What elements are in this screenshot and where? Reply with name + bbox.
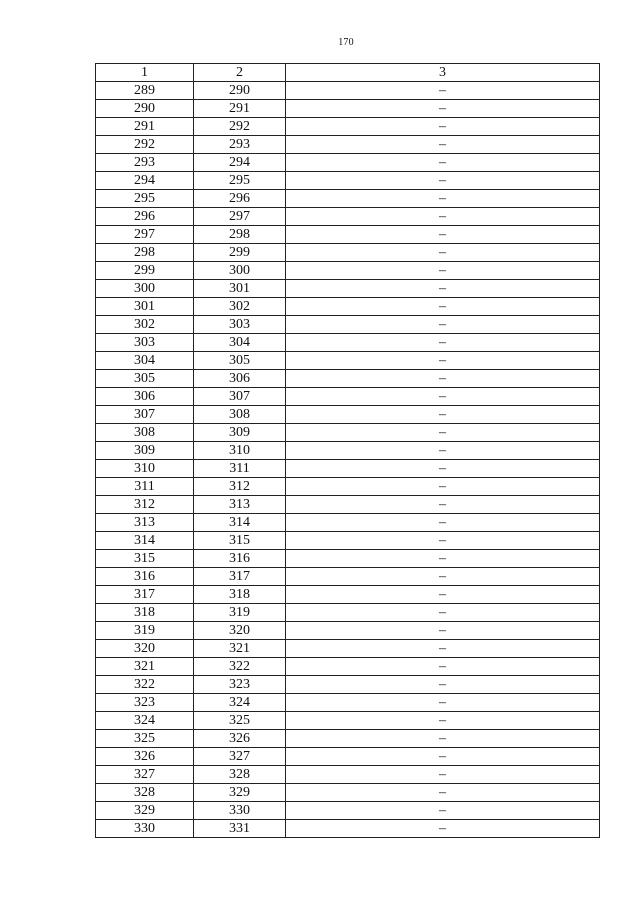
table-row	[96, 694, 600, 712]
table-row	[96, 748, 600, 766]
table-cell-col-1: 323	[96, 694, 194, 712]
table-cell-col-2: 326	[194, 730, 286, 748]
table-cell-col-2: 295	[194, 172, 286, 190]
table-row	[96, 82, 600, 100]
page-number: 170	[338, 37, 354, 48]
table-cell-col-1: 328	[96, 784, 194, 802]
table-cell-col-2: 291	[194, 100, 286, 118]
table-cell-col-3: –	[286, 244, 600, 262]
table-row	[96, 208, 600, 226]
table-cell-col-3: –	[286, 586, 600, 604]
table-cell-col-3: –	[286, 298, 600, 316]
table-cell-col-1: 300	[96, 280, 194, 298]
table-cell-col-3: –	[286, 676, 600, 694]
table-cell-col-2: 325	[194, 712, 286, 730]
table-row	[96, 460, 600, 478]
table-row	[96, 550, 600, 568]
table-cell-col-1: 312	[96, 496, 194, 514]
table-cell-col-3: –	[286, 460, 600, 478]
table-cell-col-1: 292	[96, 136, 194, 154]
table-row	[96, 640, 600, 658]
table-cell-col-1: 327	[96, 766, 194, 784]
table-cell-col-1: 304	[96, 352, 194, 370]
table-cell-col-2: 299	[194, 244, 286, 262]
table-cell-col-2: 300	[194, 262, 286, 280]
table-row	[96, 136, 600, 154]
table-cell-col-3: –	[286, 478, 600, 496]
table-cell-col-2: 321	[194, 640, 286, 658]
table-cell-col-1: 321	[96, 658, 194, 676]
table-row	[96, 496, 600, 514]
table-row	[96, 352, 600, 370]
table-cell-col-3: –	[286, 694, 600, 712]
table-cell-col-2: 330	[194, 802, 286, 820]
table-row	[96, 262, 600, 280]
table-cell-col-1: 315	[96, 550, 194, 568]
table-cell-col-1: 301	[96, 298, 194, 316]
table-row	[96, 766, 600, 784]
table-cell-col-1: 317	[96, 586, 194, 604]
table-cell-col-1: 310	[96, 460, 194, 478]
table-row	[96, 478, 600, 496]
table-cell-col-3: –	[286, 100, 600, 118]
table-cell-col-1: 318	[96, 604, 194, 622]
table-cell-col-2: 317	[194, 568, 286, 586]
table-cell-col-2: 323	[194, 676, 286, 694]
table-cell-col-1: 291	[96, 118, 194, 136]
table-row	[96, 532, 600, 550]
table-cell-col-3: –	[286, 640, 600, 658]
table-row	[96, 712, 600, 730]
table-row	[96, 316, 600, 334]
table-row	[96, 334, 600, 352]
header-row	[96, 64, 600, 82]
data-table	[95, 63, 600, 838]
table-cell-col-2: 309	[194, 424, 286, 442]
table-cell-col-1: 307	[96, 406, 194, 424]
table-cell-col-3: –	[286, 568, 600, 586]
column-header-1: 1	[96, 64, 194, 82]
table-cell-col-3: –	[286, 280, 600, 298]
table-cell-col-2: 307	[194, 388, 286, 406]
table-cell-col-2: 331	[194, 820, 286, 838]
table-cell-col-3: –	[286, 712, 600, 730]
table-cell-col-3: –	[286, 262, 600, 280]
table-cell-col-2: 294	[194, 154, 286, 172]
table-row	[96, 658, 600, 676]
table-row	[96, 514, 600, 532]
table-row	[96, 442, 600, 460]
table-cell-col-1: 322	[96, 676, 194, 694]
table-cell-col-2: 320	[194, 622, 286, 640]
table-cell-col-2: 302	[194, 298, 286, 316]
table-cell-col-3: –	[286, 442, 600, 460]
table-row	[96, 604, 600, 622]
table-cell-col-2: 312	[194, 478, 286, 496]
table-cell-col-3: –	[286, 496, 600, 514]
table-cell-col-3: –	[286, 802, 600, 820]
table-cell-col-2: 316	[194, 550, 286, 568]
table-cell-col-3: –	[286, 424, 600, 442]
table-cell-col-1: 330	[96, 820, 194, 838]
table-row	[96, 388, 600, 406]
table-cell-col-3: –	[286, 784, 600, 802]
table-cell-col-2: 328	[194, 766, 286, 784]
table-cell-col-2: 293	[194, 136, 286, 154]
table-cell-col-3: –	[286, 406, 600, 424]
table-cell-col-1: 319	[96, 622, 194, 640]
table-row	[96, 190, 600, 208]
table-cell-col-2: 314	[194, 514, 286, 532]
table-cell-col-3: –	[286, 550, 600, 568]
table-cell-col-2: 296	[194, 190, 286, 208]
table-cell-col-1: 305	[96, 370, 194, 388]
table-cell-col-3: –	[286, 82, 600, 100]
table-cell-col-2: 327	[194, 748, 286, 766]
table-cell-col-1: 325	[96, 730, 194, 748]
column-header-3: 3	[286, 64, 600, 82]
table-cell-col-3: –	[286, 208, 600, 226]
table-cell-col-3: –	[286, 370, 600, 388]
table-cell-col-1: 290	[96, 100, 194, 118]
table-cell-col-1: 313	[96, 514, 194, 532]
table-cell-col-1: 299	[96, 262, 194, 280]
table-row	[96, 100, 600, 118]
table-cell-col-2: 298	[194, 226, 286, 244]
table-cell-col-2: 318	[194, 586, 286, 604]
table-cell-col-1: 314	[96, 532, 194, 550]
table-cell-col-1: 311	[96, 478, 194, 496]
table-cell-col-3: –	[286, 622, 600, 640]
table-cell-col-2: 311	[194, 460, 286, 478]
table-cell-col-3: –	[286, 820, 600, 838]
table-cell-col-1: 303	[96, 334, 194, 352]
table-row	[96, 298, 600, 316]
table-cell-col-2: 303	[194, 316, 286, 334]
table-cell-col-1: 293	[96, 154, 194, 172]
table-row	[96, 622, 600, 640]
table-cell-col-1: 298	[96, 244, 194, 262]
table-cell-col-3: –	[286, 172, 600, 190]
table-row	[96, 226, 600, 244]
table-cell-col-2: 297	[194, 208, 286, 226]
table-cell-col-1: 320	[96, 640, 194, 658]
table-row	[96, 280, 600, 298]
table-row	[96, 406, 600, 424]
table-cell-col-3: –	[286, 190, 600, 208]
table-row	[96, 784, 600, 802]
table-cell-col-1: 306	[96, 388, 194, 406]
table-cell-col-3: –	[286, 658, 600, 676]
table-row	[96, 172, 600, 190]
table-cell-col-2: 322	[194, 658, 286, 676]
table-cell-col-2: 306	[194, 370, 286, 388]
table-cell-col-1: 297	[96, 226, 194, 244]
table-cell-col-1: 329	[96, 802, 194, 820]
table-cell-col-3: –	[286, 388, 600, 406]
table-cell-col-3: –	[286, 352, 600, 370]
table-cell-col-1: 289	[96, 82, 194, 100]
table-cell-col-2: 310	[194, 442, 286, 460]
table-row	[96, 118, 600, 136]
table-cell-col-3: –	[286, 766, 600, 784]
table-cell-col-2: 319	[194, 604, 286, 622]
table-cell-col-1: 302	[96, 316, 194, 334]
table-cell-col-1: 295	[96, 190, 194, 208]
table-row	[96, 568, 600, 586]
table-row	[96, 154, 600, 172]
table-cell-col-3: –	[286, 136, 600, 154]
table-row	[96, 676, 600, 694]
table-cell-col-2: 308	[194, 406, 286, 424]
table-cell-col-1: 308	[96, 424, 194, 442]
table-cell-col-1: 294	[96, 172, 194, 190]
table-cell-col-1: 316	[96, 568, 194, 586]
table-cell-col-3: –	[286, 514, 600, 532]
table-cell-col-2: 292	[194, 118, 286, 136]
table-cell-col-1: 326	[96, 748, 194, 766]
table-row	[96, 586, 600, 604]
table-header	[96, 64, 600, 82]
column-header-2: 2	[194, 64, 286, 82]
table-cell-col-2: 329	[194, 784, 286, 802]
table-cell-col-3: –	[286, 730, 600, 748]
table-cell-col-2: 315	[194, 532, 286, 550]
table-row	[96, 820, 600, 838]
table-cell-col-2: 324	[194, 694, 286, 712]
table-row	[96, 802, 600, 820]
table-cell-col-2: 290	[194, 82, 286, 100]
table-cell-col-2: 313	[194, 496, 286, 514]
table-cell-col-1: 309	[96, 442, 194, 460]
table-cell-col-3: –	[286, 226, 600, 244]
table-cell-col-2: 304	[194, 334, 286, 352]
table-cell-col-3: –	[286, 154, 600, 172]
table-cell-col-3: –	[286, 604, 600, 622]
table-cell-col-3: –	[286, 748, 600, 766]
table-cell-col-3: –	[286, 532, 600, 550]
table-row	[96, 370, 600, 388]
table-cell-col-3: –	[286, 334, 600, 352]
table-row	[96, 244, 600, 262]
table-cell-col-2: 301	[194, 280, 286, 298]
table-cell-col-2: 305	[194, 352, 286, 370]
table-row	[96, 730, 600, 748]
table-cell-col-3: –	[286, 316, 600, 334]
table-row	[96, 424, 600, 442]
table-cell-col-1: 324	[96, 712, 194, 730]
table-body	[96, 82, 600, 838]
table-cell-col-3: –	[286, 118, 600, 136]
table-cell-col-1: 296	[96, 208, 194, 226]
